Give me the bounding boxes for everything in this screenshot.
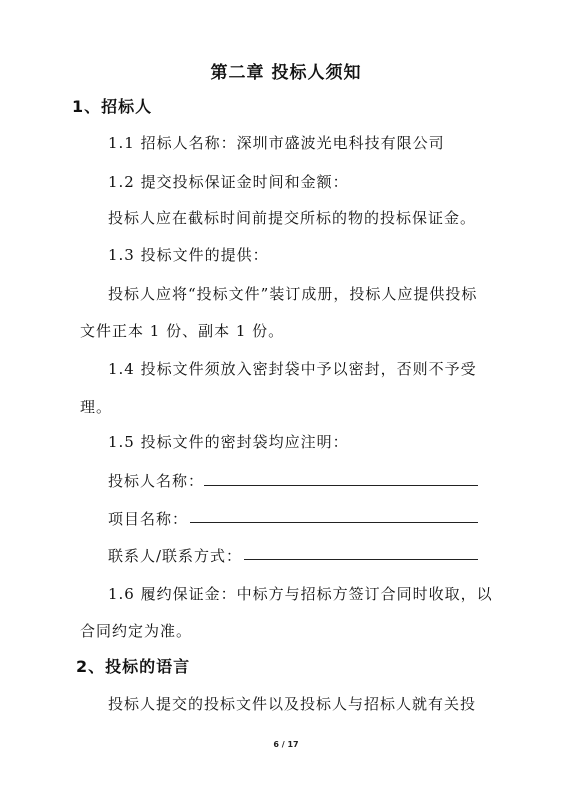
contact-fill-line (244, 559, 478, 560)
item-1-3: 1.3 投标文件的提供： (108, 246, 269, 264)
field-contact-label: 联系人/联系方式： (108, 547, 243, 565)
item-1-2-body: 投标人应在截标时间前提交所标的物的投标保证金。 (108, 209, 477, 227)
section-1-heading: 1、招标人 (72, 97, 153, 116)
section-2-body-line-1: 投标人提交的投标文件以及投标人与招标人就有关投 (108, 695, 477, 713)
item-1-6-line-1: 1.6 履约保证金：中标方与招标方签订合同时收取，以 (108, 585, 493, 603)
item-1-4-line-1: 1.4 投标文件须放入密封袋中予以密封，否则不予受 (108, 360, 477, 378)
field-bidder-name-label: 投标人名称： (108, 472, 205, 490)
item-1-6-line-2: 合同约定为准。 (80, 622, 193, 640)
item-1-4-line-2: 理。 (80, 398, 113, 416)
section-2-heading: 2、投标的语言 (76, 657, 191, 676)
item-1-3-body-line-2: 文件正本 1 份、副本 1 份。 (80, 322, 285, 340)
item-1-5: 1.5 投标文件的密封袋均应注明： (108, 433, 349, 451)
page-number: 6 / 17 (273, 740, 299, 749)
item-1-3-body-line-1: 投标人应将“投标文件”装订成册，投标人应提供投标 (108, 285, 478, 303)
chapter-title: 第二章 投标人须知 (210, 63, 362, 83)
field-project-name-label: 项目名称： (108, 510, 189, 528)
item-1-2: 1.2 提交投标保证金时间和金额： (108, 173, 349, 191)
bidder-name-fill-line (204, 485, 478, 486)
project-name-fill-line (190, 522, 478, 523)
item-1-1: 1.1 招标人名称：深圳市盛波光电科技有限公司 (108, 134, 445, 152)
